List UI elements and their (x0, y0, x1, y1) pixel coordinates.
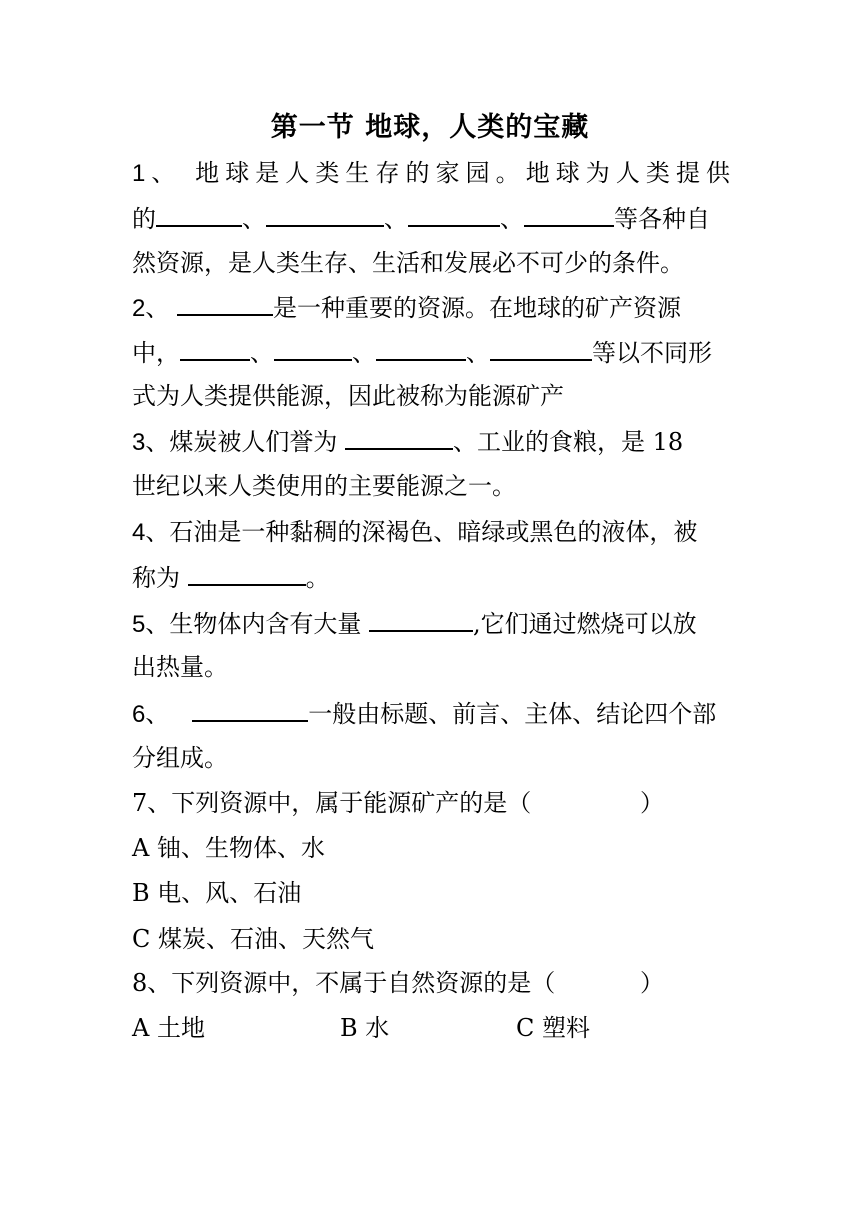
q1-text-pre: 的 (132, 205, 156, 233)
q7-option-a[interactable]: A 铀、生物体、水 (132, 834, 325, 862)
q8-stem: 8、下列资源中，不属于自然资源的是（ (132, 969, 556, 997)
q7-answer-close: ） (640, 789, 664, 817)
q1-line3: 然资源，是人类生存、生活和发展必不可少的条件。 (132, 249, 684, 277)
q1-blank-1[interactable] (156, 203, 242, 227)
q6-number: 6、 (132, 701, 170, 728)
q5-number: 5、 (132, 611, 170, 638)
q4-line2 (132, 562, 330, 593)
q4-blank-1[interactable] (188, 562, 306, 586)
q5-text-pre: 生物体内含有大量 (169, 610, 369, 638)
q6-blank-1[interactable] (192, 698, 308, 722)
q6-line1 (132, 698, 716, 730)
q2-number: 2、 (132, 295, 170, 322)
q8-option-c[interactable]: C 塑料 (516, 1014, 590, 1042)
q2-text-line1: 是一种重要的资源。在地球的矿产资源 (273, 294, 681, 322)
q2-blank-2[interactable] (180, 337, 250, 361)
q5-line2: 出热量。 (132, 653, 228, 681)
q3-line2: 世纪以来人类使用的主要能源之一。 (132, 472, 516, 500)
q1-text-post: 等各种自 (614, 205, 710, 233)
q6-text-line1: 一般由标题、前言、主体、结论四个部 (308, 700, 717, 728)
q3-number: 3、 (132, 429, 170, 456)
q2-line2 (132, 337, 712, 368)
section-title: 第一节 地球，人类的宝藏 (270, 112, 590, 143)
q5-blank-1[interactable] (369, 608, 473, 632)
q2-blank-5[interactable] (490, 337, 592, 361)
separator: 、 (352, 339, 376, 367)
q5-text-post: ,它们通过燃烧可以放 (473, 610, 697, 638)
q3-line1 (132, 426, 683, 458)
q1-text-line1: 地球是人类生存的家园。地球为人类提供 (195, 159, 730, 187)
q4-text-pre: 称为 (132, 564, 188, 592)
q3-blank-1[interactable] (345, 426, 453, 450)
q2-text-post: 等以不同形 (592, 339, 712, 367)
q7-option-b[interactable]: B 电、风、石油 (132, 879, 302, 907)
q7-option-c[interactable]: C 煤炭、石油、天然气 (132, 925, 374, 953)
q4-number: 4、 (132, 519, 170, 546)
q1-number: 1、 (132, 160, 182, 187)
q4-line1 (132, 517, 697, 548)
q2-text-pre: 中， (132, 339, 180, 367)
q1-blank-3[interactable] (408, 203, 500, 227)
q8-option-a[interactable]: A 土地 (132, 1014, 205, 1042)
q4-text-post: 。 (305, 564, 330, 592)
q8-answer-close: ） (640, 969, 664, 997)
q3-text-pre: 煤炭被人们誉为 (169, 428, 345, 456)
q7-stem: 7、下列资源中，属于能源矿产的是（ (132, 789, 532, 817)
q8-option-b[interactable]: B 水 (340, 1014, 390, 1042)
separator: 、 (250, 339, 274, 367)
q1-blank-4[interactable] (524, 203, 614, 227)
q3-text-post: 、工业的食粮，是 18 (453, 428, 684, 456)
q2-line3: 式为人类提供能源，因此被称为能源矿产 (132, 382, 564, 410)
q6-line2: 分组成。 (132, 744, 228, 772)
q2-blank-3[interactable] (274, 337, 352, 361)
q1-line2 (132, 203, 710, 234)
q4-text-line1: 石油是一种黏稠的深褐色、暗绿或黑色的液体，被 (169, 518, 698, 546)
q1-line1 (132, 158, 730, 189)
q1-blank-2[interactable] (266, 203, 384, 227)
separator: 、 (242, 205, 266, 233)
q2-blank-1[interactable] (177, 292, 273, 316)
q5-line1 (132, 608, 697, 640)
separator: 、 (384, 205, 408, 233)
separator: 、 (500, 205, 524, 233)
q2-line1 (132, 292, 681, 324)
separator: 、 (466, 339, 490, 367)
q2-blank-4[interactable] (376, 337, 466, 361)
